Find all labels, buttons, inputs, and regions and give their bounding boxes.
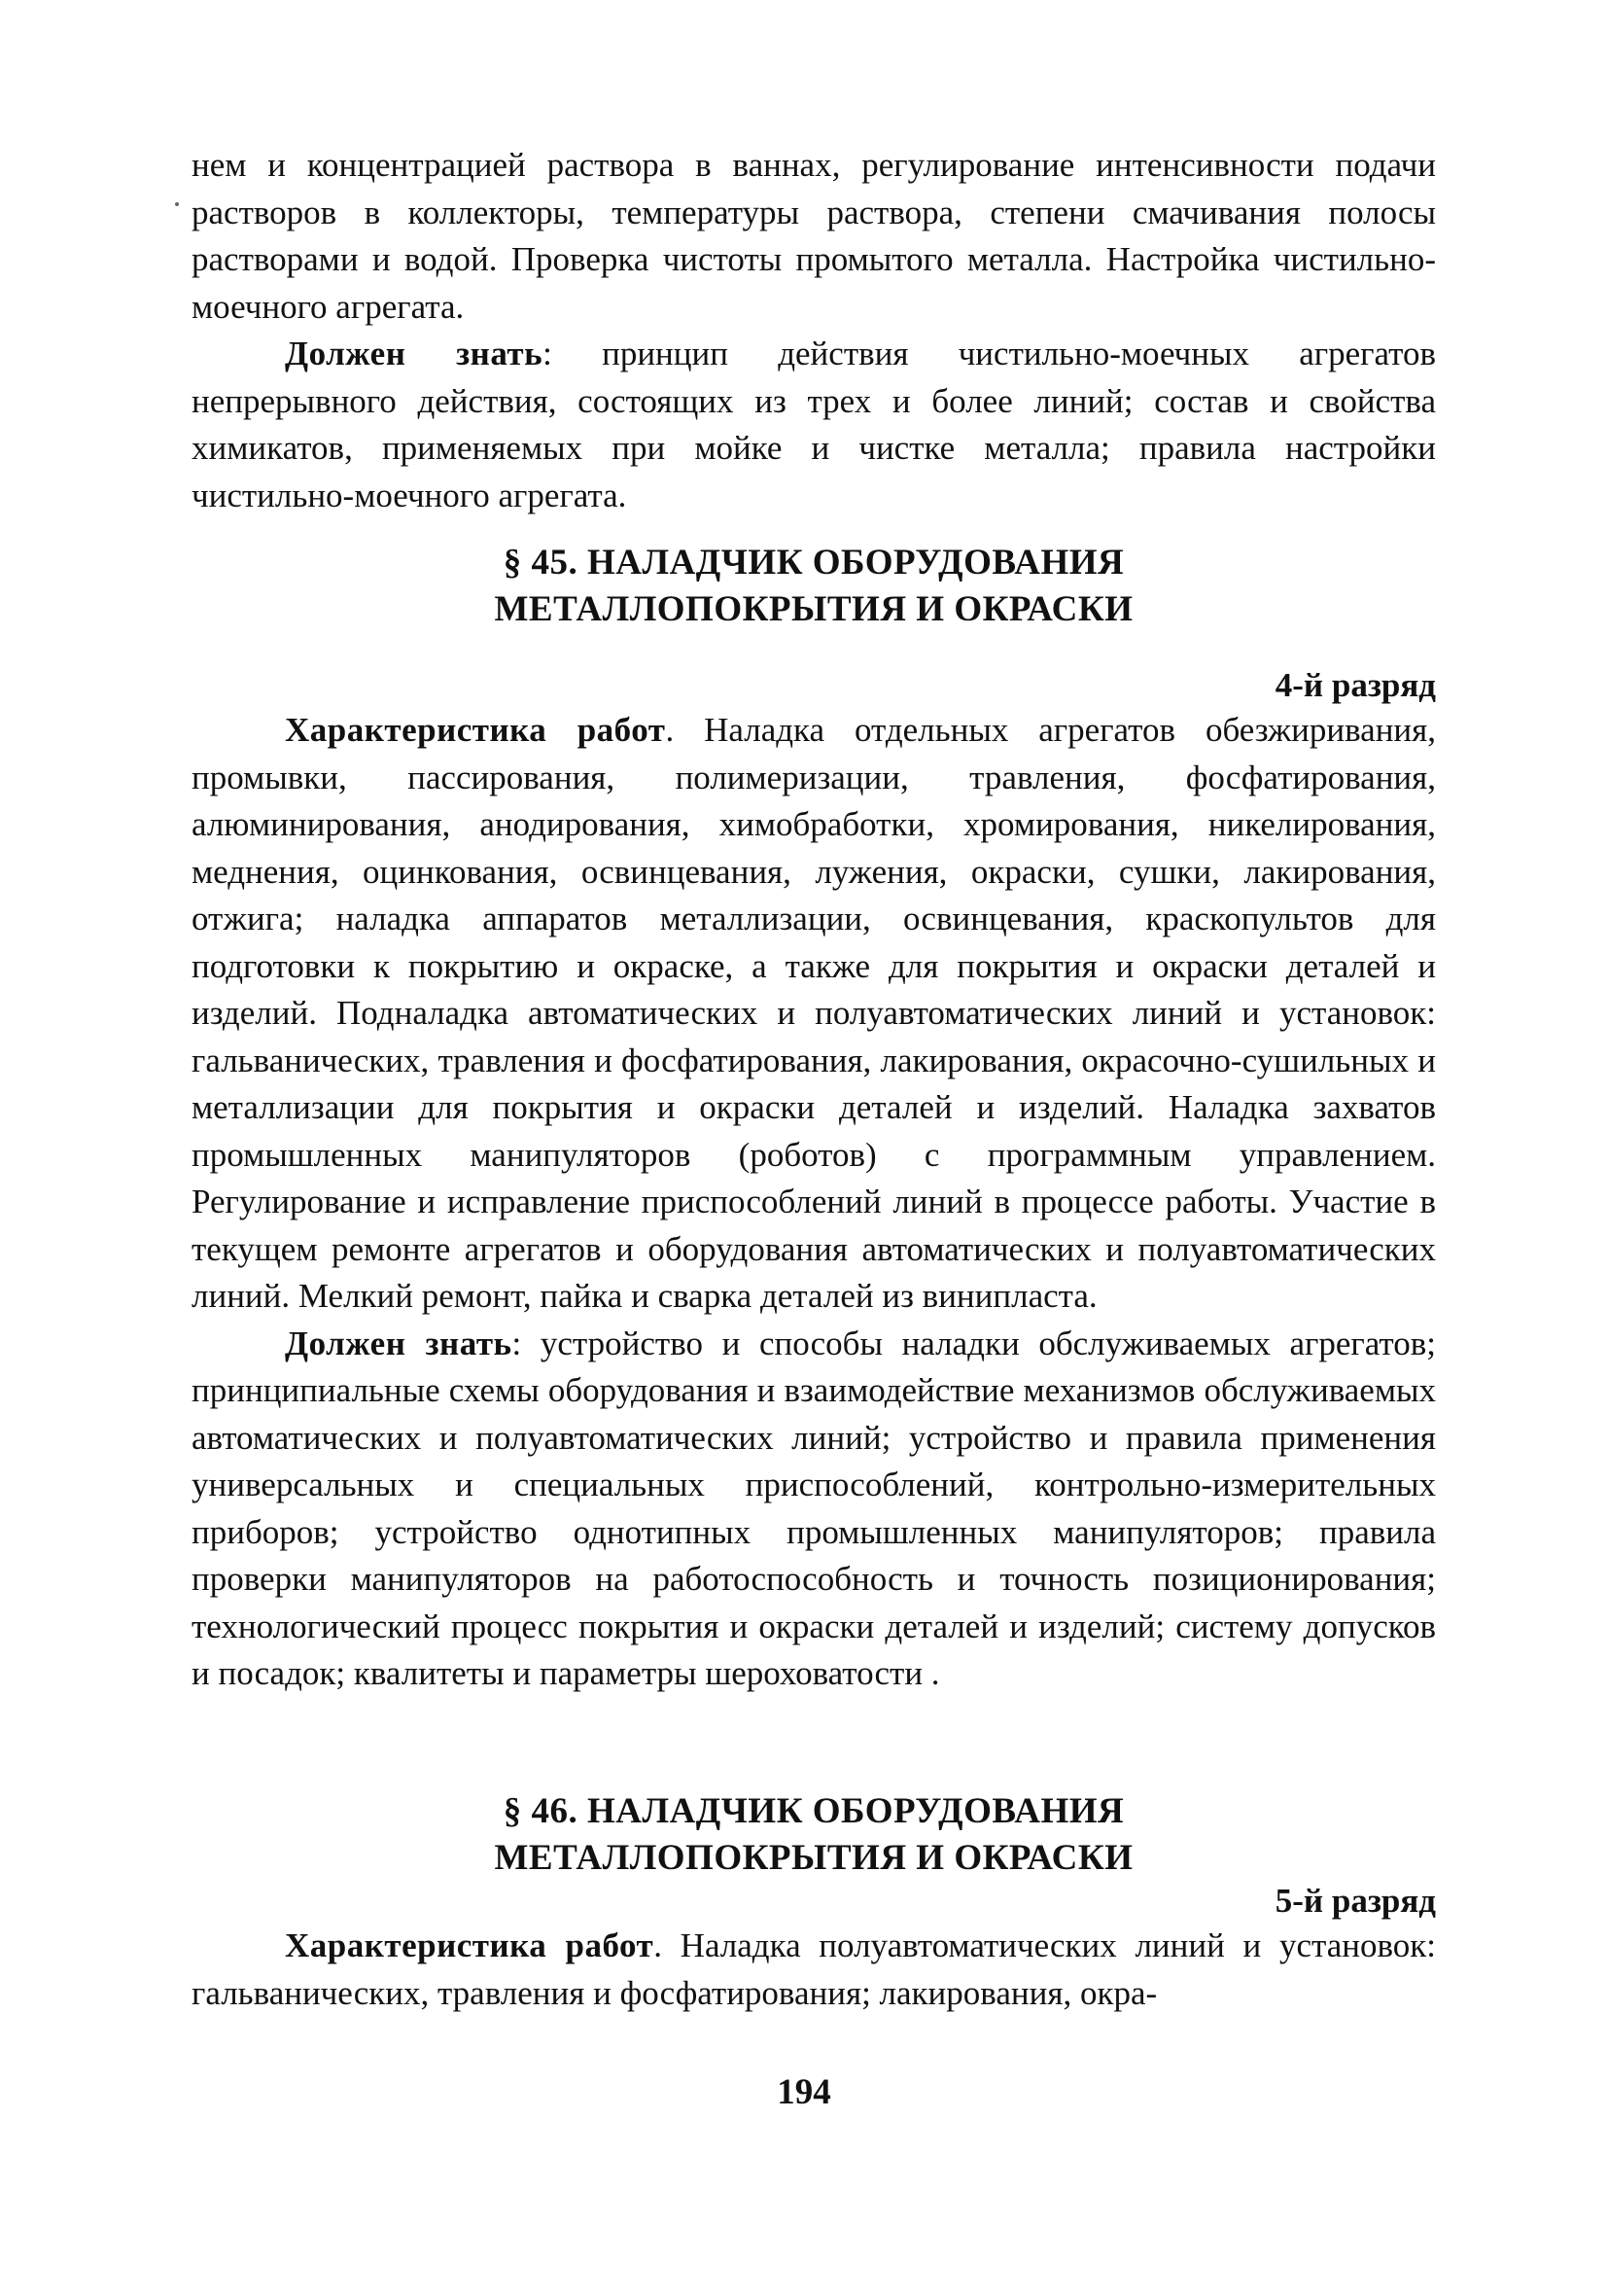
section-46-grade: 5-й разряд [1275,1882,1436,1920]
work-characteristic-paragraph [192,1923,1436,2017]
section-45-grade: 4-й разряд [1275,666,1436,704]
should-know-text: : принцип действия чистильно-моечных агрегатов непрерывного действия, состоящих из трех и более линий; состав и свойства химикатов, применяемых при мойке и чистке металла; правила настройки чистильно-моечного агрегата. [192,335,1436,514]
work-characteristic-label: Характеристика работ [285,1926,654,1964]
section-45-heading-line2: МЕТАЛЛОПОКРЫТИЯ И ОКРАСКИ [494,589,1134,629]
section-45-body [192,707,1436,1698]
section-45-heading-line1: § 45. НАЛАДЧИК ОБОРУДОВАНИЯ [503,543,1125,583]
page-number: 194 [777,2072,831,2112]
section-46-heading [192,1788,1436,1882]
section-46-body [192,1923,1436,2017]
scan-speck [175,202,179,206]
should-know-paragraph [192,1321,1436,1698]
should-know-paragraph-top [192,331,1436,519]
should-know-text: : устройство и способы наладки обслуживаемых агрегатов; принципиальные схемы оборудования и взаимодействие механизмов обслуживаемых автоматических и полуавтоматических линий; устройство и правила применения универсальных и специальных приспособлений, контрольно-измерительных приборов; устройство однотипных промышленных манипуляторов; правила проверки манипуляторов на работоспособность и точность позиционирования; технологический процесс покрытия и окраски деталей и изделий; систему допусков и посадок; квалитеты и параметры шероховатости . [192,1324,1436,1692]
continuation-paragraph: нем и концентрацией раствора в ваннах, регулирование интенсивности подачи растворов в коллекторы, температуры раствора, степени смачивания полосы растворами и водой. Проверка чистоты промытого металла. Настройка чистильно-моечного агрегата. [192,146,1436,326]
work-characteristic-label: Характеристика работ [285,711,666,749]
should-know-label: Должен знать [285,1324,512,1362]
work-characteristic-paragraph [192,707,1436,1321]
should-know-label: Должен знать [285,335,543,372]
work-characteristic-text: . Наладка отдельных агрегатов обезжиривания, промывки, пассирования, полимеризации, травления, фосфатирования, алюминирования, анодирования, химобработки, хромирования, никелирования, меднения, оцинкования, освинцевания, лужения, окраски, сушки, лакирования, отжига; наладка аппаратов металлизации, освинцевания, краскопультов для подготовки к покрытию и окраске, а также для покрытия и окраски деталей и изделий. Подналадка автоматических и полуавтоматических линий и установок: гальванических, травления и фосфатирования, лакирования, окрасочно-сушильных и металлизации для покрытия и окраски деталей и изделий. Наладка захватов промышленных манипуляторов (роботов) с программным управлением. Регулирование и исправление приспособлений линий в процессе работы. Участие в текущем ремонте агрегатов и оборудования автоматических и полуавтоматических линий. Мелкий ремонт, пайка и сварка деталей из винипласта. [192,711,1436,1315]
top-continuation [192,142,1436,519]
work-characteristic-text: . Наладка полуавтоматических линий и установок: гальванических, травления и фосфатирования; лакирования, окра- [192,1926,1436,2012]
section-45-heading [192,540,1436,633]
section-46-heading-line1: § 46. НАЛАДЧИК ОБОРУДОВАНИЯ [503,1791,1125,1831]
section-46-heading-line2: МЕТАЛЛОПОКРЫТИЯ И ОКРАСКИ [494,1838,1134,1878]
